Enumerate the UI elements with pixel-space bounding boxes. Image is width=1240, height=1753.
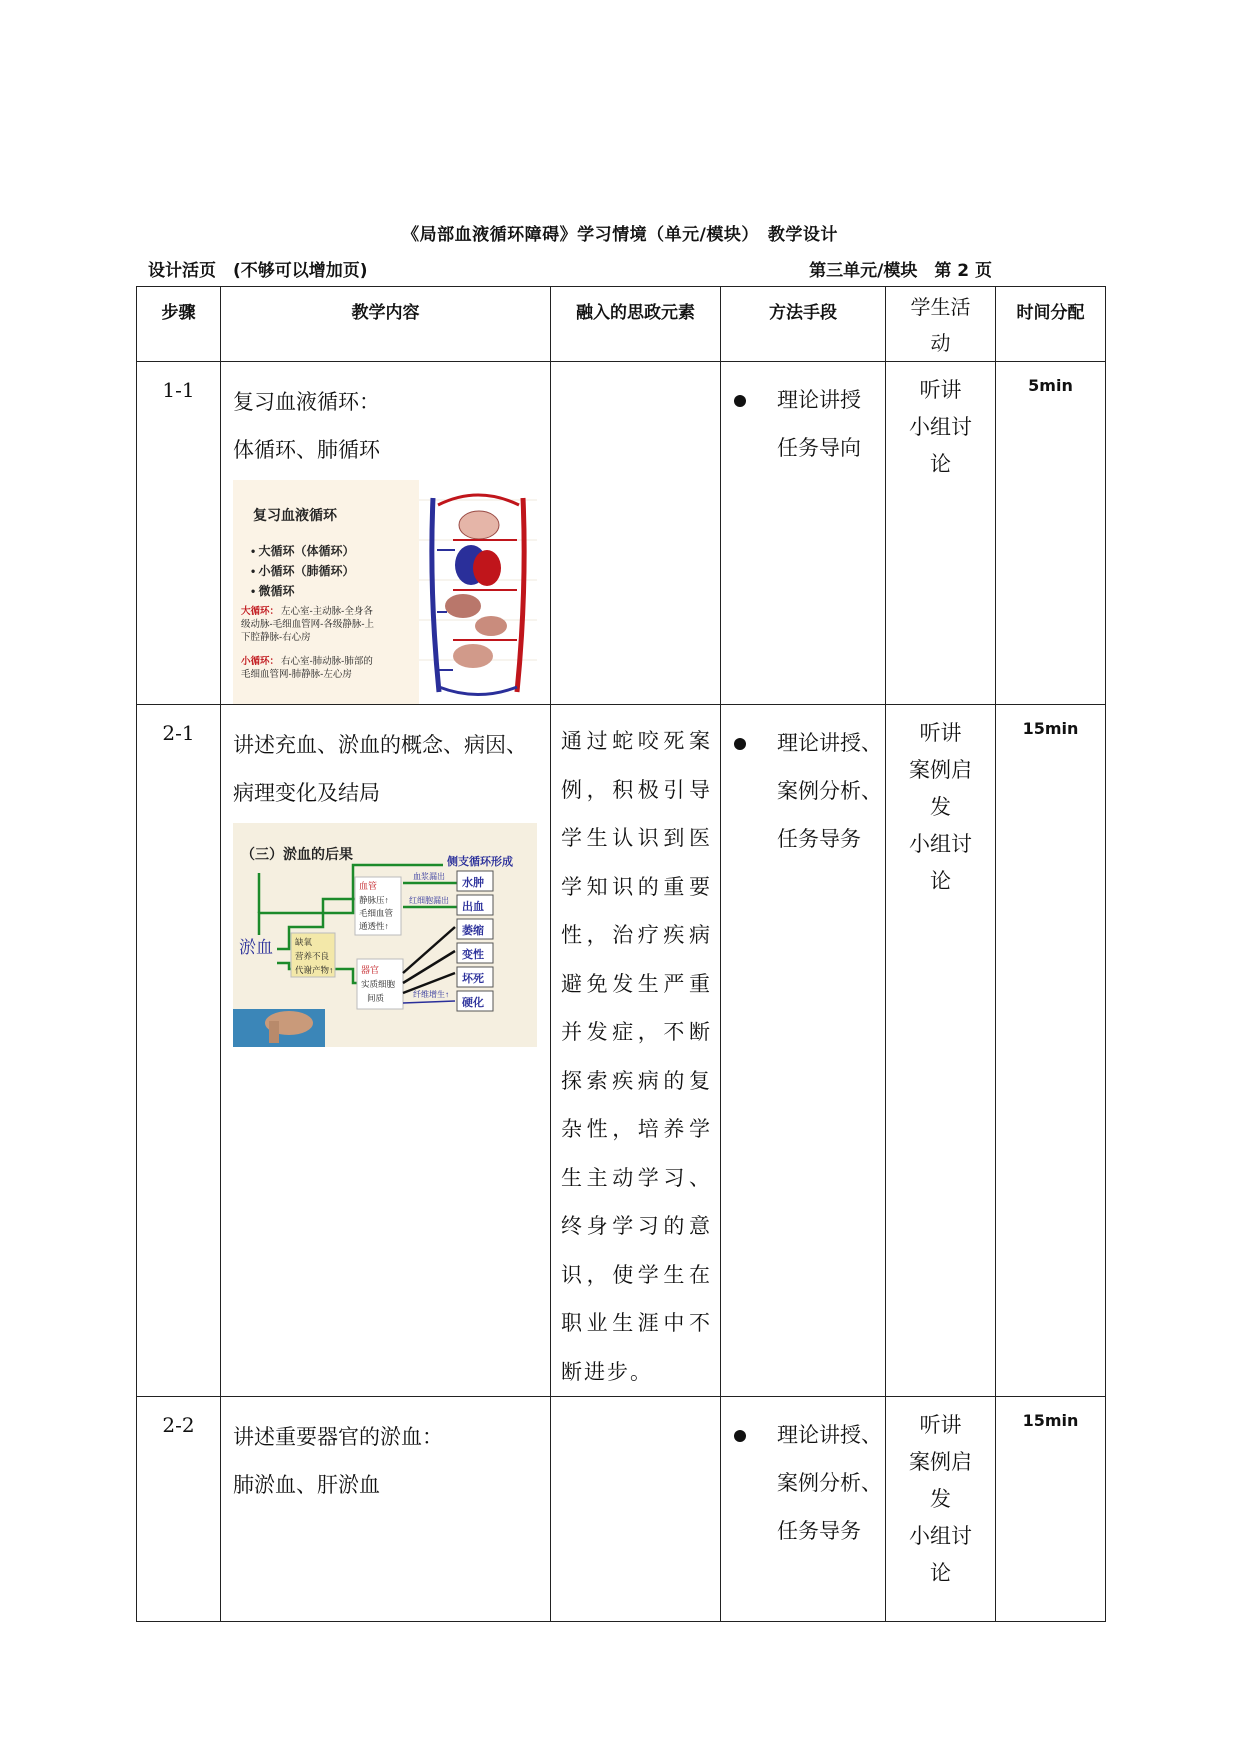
circulation-slide-image: [233, 480, 537, 704]
lung-shape: [459, 511, 499, 539]
bullet-icon: [734, 395, 746, 407]
slide-label: 小循环：: [241, 656, 280, 667]
method-line: 任务导务: [777, 827, 861, 851]
content-cell: [221, 1397, 550, 1509]
activity-line: 案例启: [909, 1450, 972, 1474]
activity-cell: [886, 362, 995, 483]
activity-line: 小组讨: [909, 415, 972, 439]
vessel-line: 静脉压↑: [359, 895, 389, 905]
slide-label: 大循环：: [241, 606, 280, 617]
table-row: [137, 1397, 1106, 1622]
activity-line: 听讲: [919, 378, 962, 402]
col-content: 教学内容: [221, 287, 551, 362]
content-line: 讲述充血、淤血的概念、病因、: [233, 733, 527, 757]
slide-text: 毛细血管网-肺静脉-左心房: [241, 669, 352, 680]
teaching-plan-table: [136, 286, 1106, 1622]
vessel-title: 血管: [359, 881, 378, 891]
col-time: 时间分配: [996, 287, 1106, 362]
activity-line: 小组讨: [909, 832, 972, 856]
hypoxia-line: 代谢产物↑: [295, 965, 334, 975]
col-ideological: 融入的思政元素: [551, 287, 721, 362]
bullet-icon: [734, 1430, 746, 1442]
page-note-right: 第三单元/模块 第 2 页: [809, 261, 992, 281]
organ-line: 实质细胞: [361, 979, 396, 989]
slide-text: 下腔静脉-右心房: [241, 632, 311, 643]
col-activity: 学生活动: [886, 287, 996, 362]
hypoxia-line: 缺氧: [295, 937, 313, 947]
leak-label: 血浆漏出: [413, 872, 445, 881]
method-line: 任务导务: [777, 1519, 861, 1543]
activity-line: 论: [930, 452, 951, 476]
slide-text: 左心室-主动脉-全身各: [281, 606, 373, 617]
header-row: [137, 287, 1106, 362]
content-line: 肺淤血、肝淤血: [233, 1473, 380, 1497]
time-cell: 15min: [1022, 719, 1079, 738]
leak-label: 红细胞漏出: [409, 896, 449, 905]
ideological-cell: [551, 1397, 720, 1409]
method-cell: [721, 705, 885, 863]
activity-line: 案例启: [909, 758, 972, 782]
page-note-left: 设计活页 (不够可以增加页): [148, 261, 368, 281]
slide-item: • 大循环（体循环）: [251, 544, 355, 558]
time-cell: 5min: [1028, 376, 1073, 395]
outcome-label: 变性: [462, 949, 484, 961]
method-line: 理论讲授、: [777, 731, 882, 755]
activity-line: 听讲: [919, 721, 962, 745]
table-row: [137, 705, 1106, 1397]
step-label: 1-1: [162, 378, 195, 402]
vessel-line: 毛细血管: [359, 908, 394, 918]
slide-item: • 微循环: [251, 584, 295, 598]
method-line: 理论讲授、: [777, 1423, 882, 1447]
outcome-label: 水肿: [462, 877, 484, 889]
activity-line: 发: [930, 795, 951, 819]
outcome-label: 萎缩: [462, 925, 484, 937]
content-cell: [221, 362, 550, 704]
activity-cell: [886, 705, 995, 900]
fiber-label: 纤维增生↑: [413, 990, 449, 999]
table-row: [137, 362, 1106, 705]
slide-text: 右心室-肺动脉-肺部的: [281, 656, 373, 667]
method-line: 理论讲授: [777, 388, 861, 412]
content-line: 讲述重要器官的淤血：: [233, 1425, 443, 1449]
ideological-cell: [551, 362, 720, 374]
activity-line: 发: [930, 1487, 951, 1511]
method-line: 案例分析、: [777, 779, 882, 803]
method-line: 案例分析、: [777, 1471, 882, 1495]
slide-heading: 复习血液循环: [253, 507, 337, 523]
step-label: 2-2: [162, 1413, 195, 1437]
content-line: 复习血液循环：: [233, 390, 380, 414]
step-label: 2-1: [162, 721, 195, 745]
activity-line: 论: [930, 1561, 951, 1585]
collateral-label: 侧支循环形成: [447, 856, 513, 868]
activity-line: 听讲: [919, 1413, 962, 1437]
document-title: 《局部血液循环障碍》学习情境（单元/模块） 教学设计: [402, 225, 838, 245]
vessel-line: 通透性↑: [359, 921, 389, 931]
outcome-label: 硬化: [462, 997, 484, 1009]
ideological-cell: 通过蛇咬死案例，积极引导学生认识到医学知识的重要性，治疗疾病避免发生严重并发症，不断探索疾病的复杂性，培养学生主动学习、终身学习的意识，使学生在职业生涯中不断进步。: [561, 729, 712, 1384]
time-cell: 15min: [1022, 1411, 1079, 1430]
organ-title: 器官: [361, 965, 380, 975]
slide-item: • 小循环（肺循环）: [251, 564, 355, 578]
outcome-label: 坏死: [462, 973, 484, 985]
outcome-label: 出血: [462, 901, 484, 913]
method-line: 任务导向: [777, 436, 861, 460]
activity-line: 小组讨: [909, 1524, 972, 1548]
activity-line: 论: [930, 869, 951, 893]
organ-line: 间质: [367, 993, 385, 1003]
slide-text: 级动脉-毛细血管网-各级静脉-上: [241, 619, 374, 630]
content-line: 体循环、肺循环: [233, 438, 380, 462]
bullet-icon: [734, 738, 746, 750]
slide-heading: （三）淤血的后果: [241, 846, 353, 862]
col-method: 方法手段: [721, 287, 886, 362]
hypoxia-line: 营养不良: [295, 951, 330, 961]
congestion-outcome-slide-image: [233, 823, 537, 1047]
method-cell: [721, 1397, 885, 1555]
content-line: 病理变化及结局: [233, 781, 380, 805]
root-label: 淤血: [239, 938, 273, 957]
method-cell: [721, 362, 885, 472]
content-cell: [221, 705, 550, 1047]
col-step: 步骤: [137, 287, 221, 362]
activity-cell: [886, 1397, 995, 1592]
